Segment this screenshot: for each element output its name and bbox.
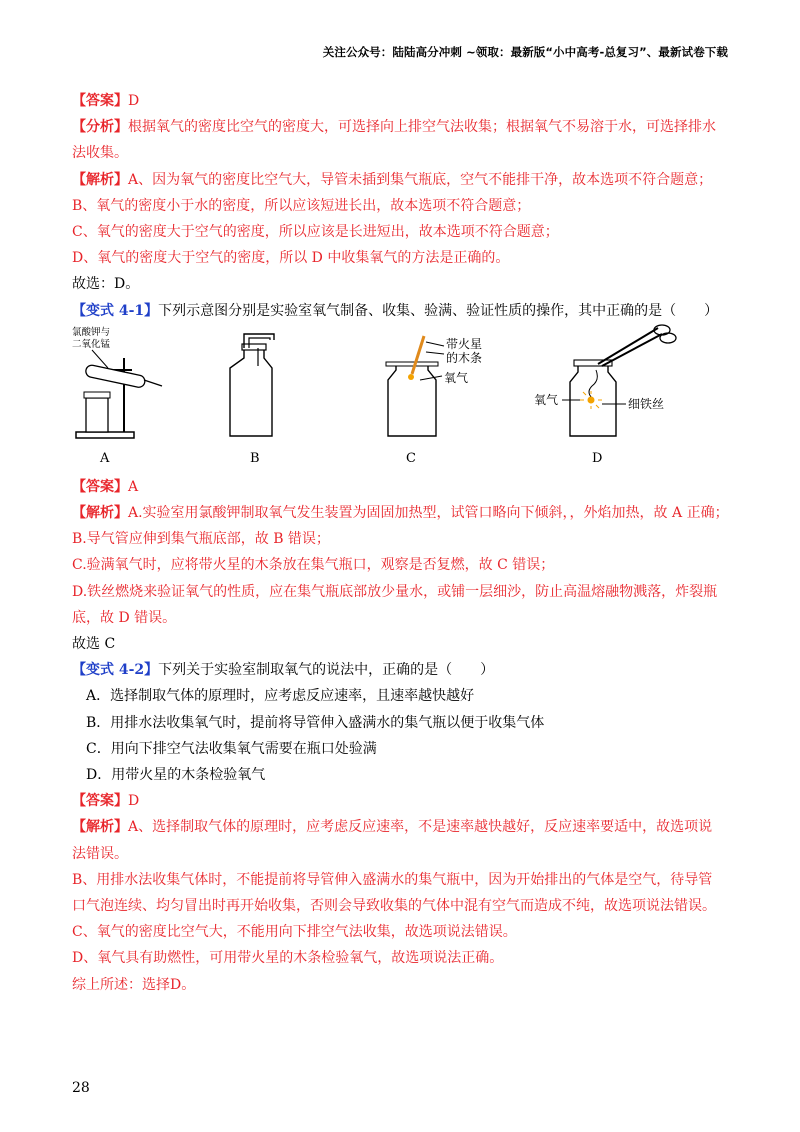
page-number: 28 [72,1080,90,1096]
explanation-line-c: C、氧气的密度大于空气的密度，所以应该是长进短出，故本选项不符合题意； [72,224,559,241]
explanation-line-q1-b: B.导气管应伸到集气瓶底部，故 B 错误； [72,531,330,548]
figure-b [222,324,292,474]
gas-bottle-diagram [222,324,292,452]
option-c: C．用向下排空气法收集氧气需要在瓶口处验满 [86,740,377,757]
conclusion-line: 故选：D。 [72,276,140,293]
question-tag: 【变式 4-2】 [72,662,159,679]
figure-d [534,324,694,474]
answer-line: 【答案】D [72,93,140,109]
answer-line-q1: 【答案】A [72,478,139,495]
answer-line-q2: 【答案】D [72,793,140,810]
explanation-line-q1-d: D.铁丝燃烧来验证氧气的性质，应在集气瓶底部放少量水，或铺一层细沙，防止高温熔融物溅落，炸裂瓶 [72,583,718,600]
explanation-line-q2-a2: 法错误。 [72,845,128,862]
figure-a-label-2: 二氧化锰 [72,338,111,350]
page-header: 关注公众号：陆陆高分冲刺 ~领取：最新版“小中高考-总复习”、最新试卷下载 [322,45,728,59]
page-content [72,88,734,998]
experiment-figures [72,324,734,474]
figure-b-caption: B [250,450,260,466]
figure-c-caption: C [406,450,416,466]
figure-d-caption: D [592,450,603,466]
option-d: D．用带火星的木条检验氧气 [86,767,266,784]
explanation-line-q1-c: C.验满氧气时，应将带火星的木条放在集气瓶口，观察是否复燃，故 C 错误； [72,557,555,574]
analysis-line-2: 法收集。 [72,145,128,162]
question-stem: 下列关于实验室制取氧气的说法中，正确的是（ ） [158,662,495,679]
explanation-line-q2-b: B、用排水法收集气体时，不能提前将导管伸入盛满水的集气瓶中，因为开始排出的气体是空气，待导管 [72,871,713,888]
analysis-line: 【分析】根据氧气的密度比空气的密度大，可选择向上排空气法收集；根据氧气不易溶于水，可选择排水 [72,119,716,136]
figure-d-label-1: 氧气 [534,392,559,407]
explanation-line-q2-d: D、氧气具有助燃性，可用带火星的木条检验氧气，故选项说法正确。 [72,950,504,967]
question-stem: 下列示意图分别是实验室氧气制备、收集、验满、验证性质的操作，其中正确的是（ ） [158,302,719,319]
explanation-line-q2-b2: 口气泡连续、均匀冒出时再开始收集，否则会导致收集的气体中混有空气而造成不纯，故选项说法错误。 [72,898,716,915]
option-a: A．选择制取气体的原理时，应考虑反应速率，且速率越快越好 [86,688,475,705]
question-4-1 [72,298,734,324]
iron-wire-combustion-diagram [534,324,694,452]
glowing-splint-diagram [380,324,490,452]
figure-a-label-1: 氯酸钾与 [72,326,111,338]
heating-apparatus-diagram [72,324,182,452]
explanation-line-q1: 【解析】A.实验室用氯酸钾制取氧气发生装置为固固加热型，试管口略向下倾斜，，外焰加热，故 A 正确； [72,505,729,522]
figure-c [380,324,490,474]
figure-c-label-1: 带火星 [446,336,483,351]
explanation-line-d: D、氧气的密度大于空气的密度，所以 D 中收集氧气的方法是正确的。 [72,250,510,267]
explanation-line-q1-d2: 底，故 D 错误。 [72,609,177,626]
explanation-line-q2: 【解析】A、选择制取气体的原理时，应考虑反应速率，不是速率越快越好，反应速率要适中，故选项说 [72,819,713,836]
question-4-2 [72,657,734,683]
explanation-line-b: B、氧气的密度小于水的密度，所以应该短进长出，故本选项不符合题意； [72,197,531,214]
figure-d-label-2: 细铁丝 [628,396,665,411]
figure-c-label-3: 氧气 [444,370,469,385]
conclusion-line-q2: 综上所述：选择D。 [72,976,196,993]
figure-a [72,324,182,474]
explanation-line: 【解析】A、因为氧气的密度比空气大，导管未插到集气瓶底，空气不能排干净，故本选项不符合题意； [72,171,713,188]
figure-c-label-2: 的木条 [446,350,483,365]
conclusion-line-q1: 故选 C [72,636,116,653]
question-tag: 【变式 4-1】 [72,302,159,319]
figure-a-caption: A [100,450,110,466]
option-b: B．用排水法收集氧气时，提前将导管伸入盛满水的集气瓶以便于收集气体 [86,714,545,731]
explanation-line-q2-c: C、氧气的密度比空气大，不能用向下排空气法收集，故选项说法错误。 [72,924,517,941]
